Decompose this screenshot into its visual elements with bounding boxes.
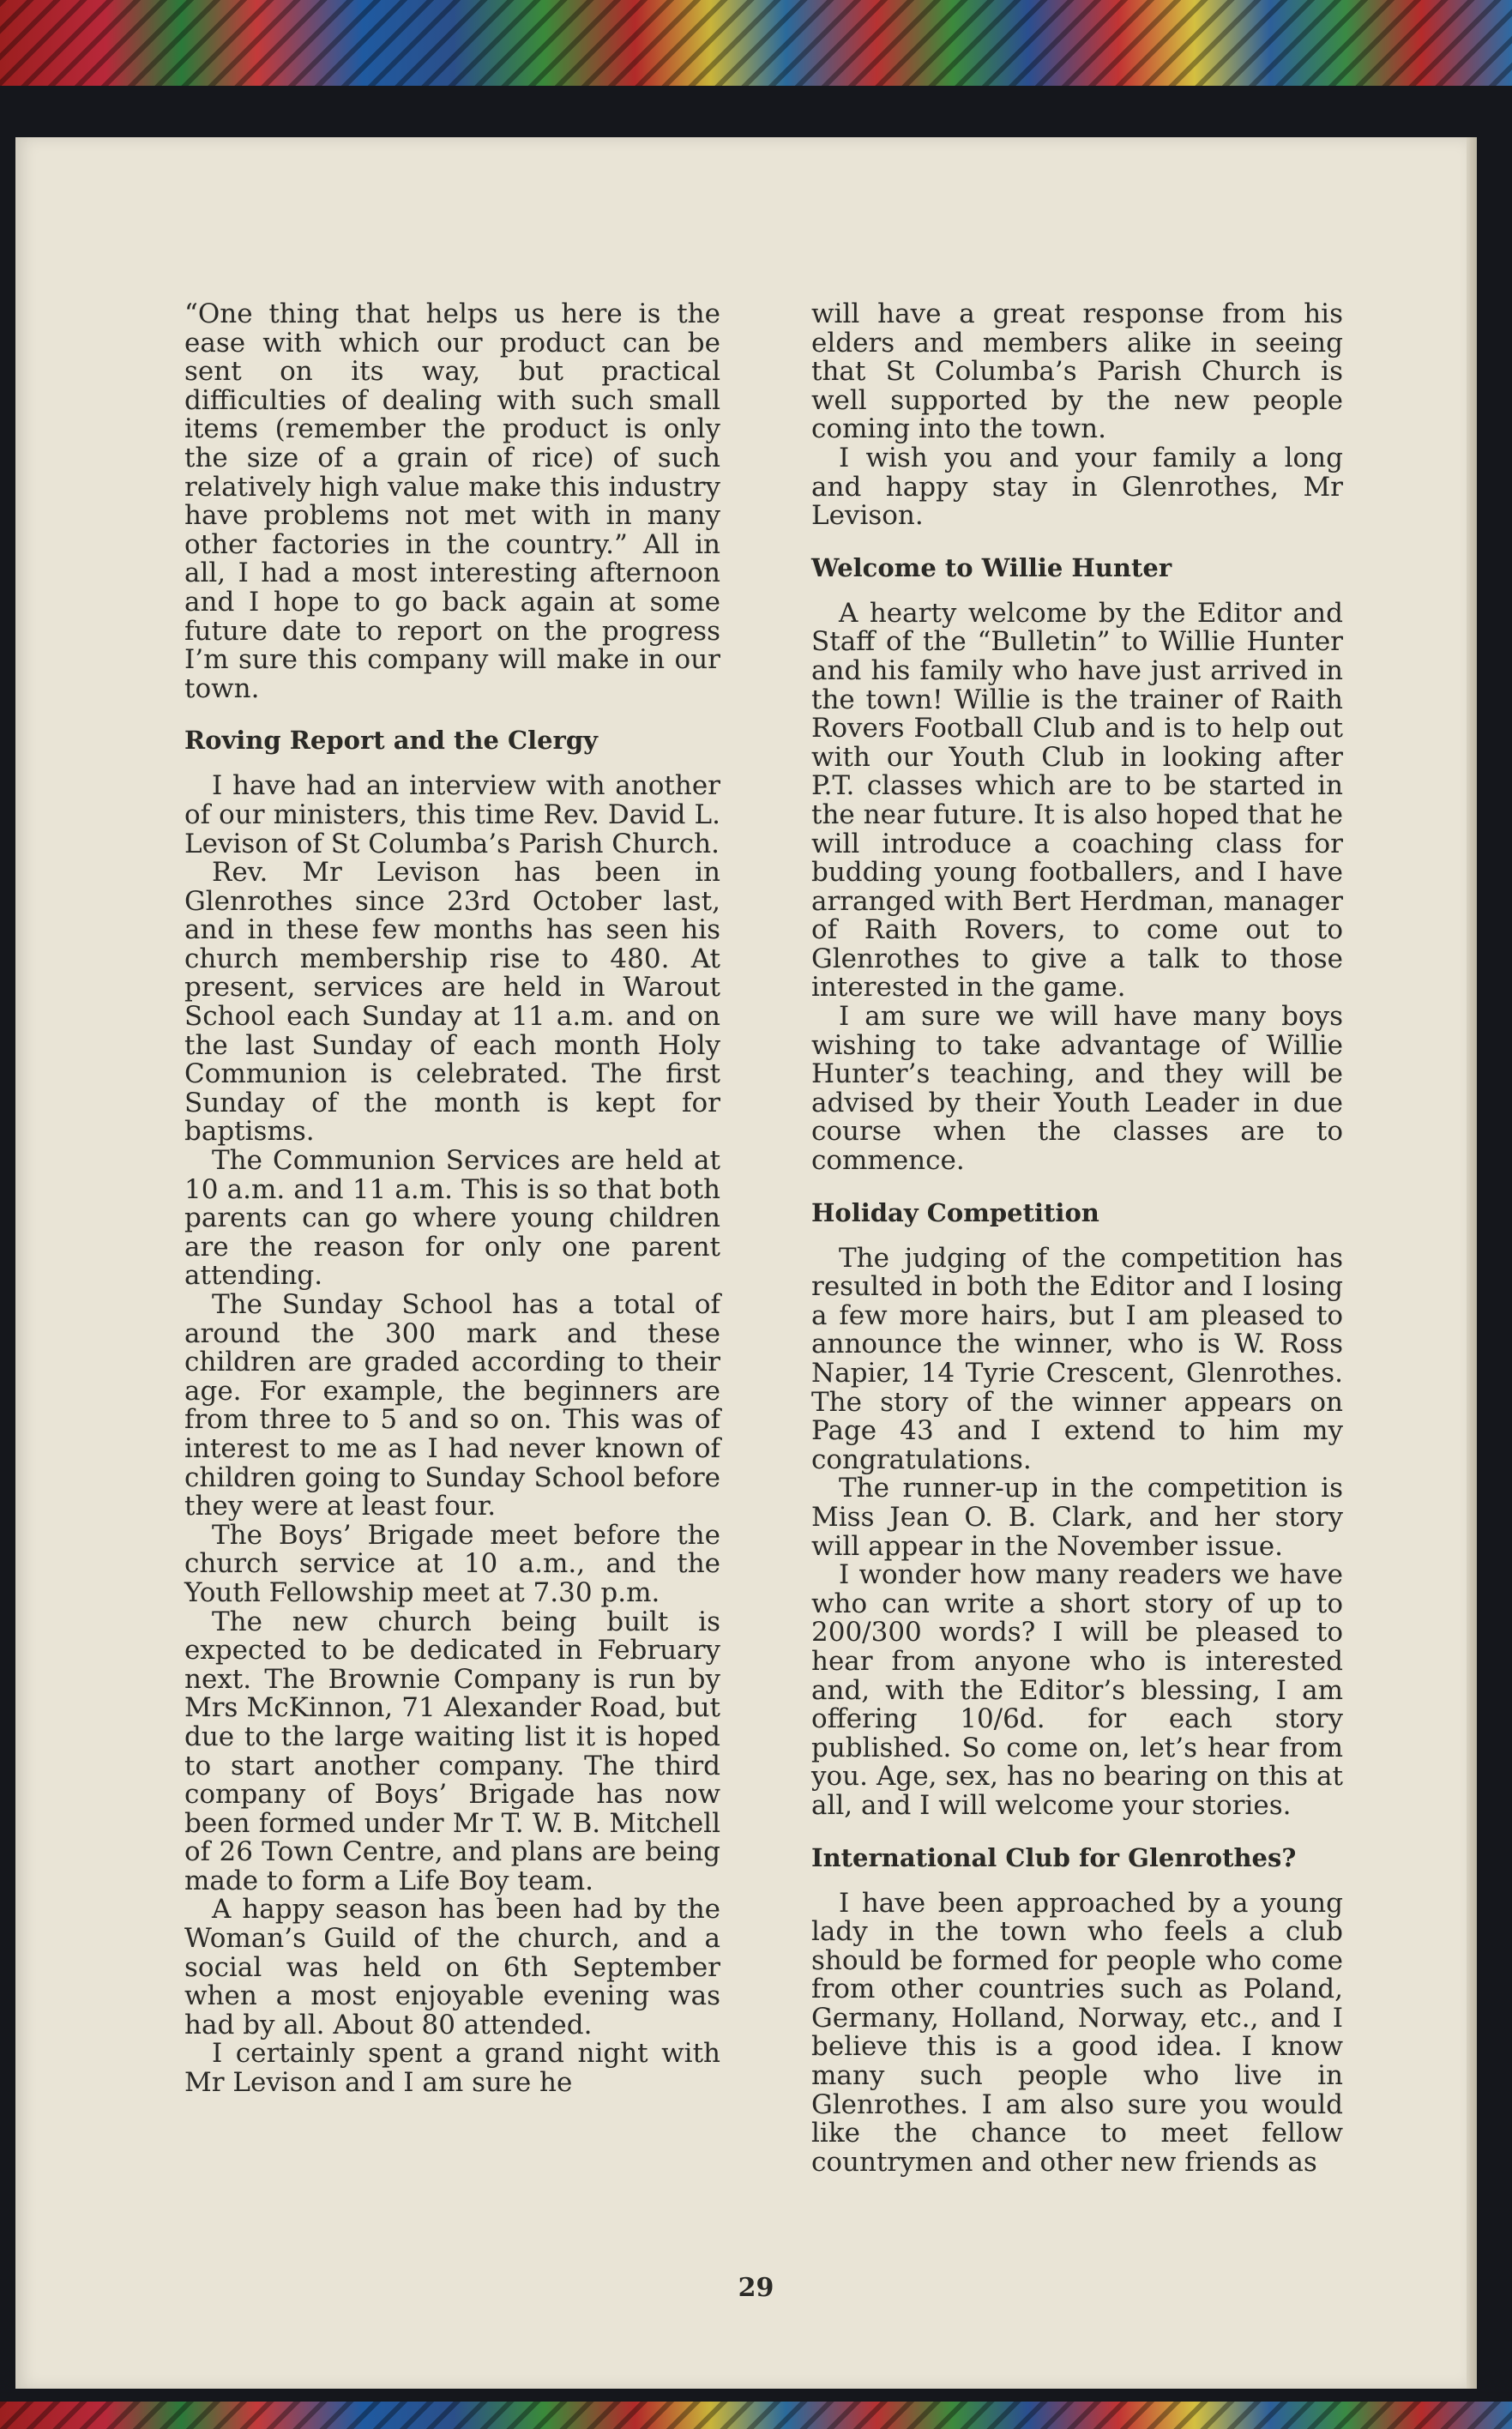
paragraph: “One thing that helps us here is the ease with which our product can be sent on its way, but practical difficulties of dealing with such small items (remember the product is only the size of a grain of rice) of such relatively high value make this industry have problems not met with in many other factories in the country.” All in all, I had a most interesting afternoon and I hope to go back again at some future date to report on the progress I’m sure this company will make in our town. <box>184 298 720 704</box>
paragraph: will have a great response from his elders and members alike in seeing that St Columba’s Parish Church is well supported by the new people coming into the town. <box>811 298 1343 445</box>
section-heading: Holiday Competition <box>811 1197 1099 1227</box>
page-number: 29 <box>738 2273 774 2303</box>
paragraph: I wonder how many readers we have who can write a short story of up to 200/300 words? I will be pleased to hear from anyone who is interested and, with the Editor’s blessing, I am offering 10/6d. for each story published. So come on, let’s hear from you. Age, sex, has no bearing on this at all, and I will welcome your stories. <box>811 1559 1343 1821</box>
paragraph: The judging of the competition has resulted in both the Editor and I losing a few more hairs, but I am pleased to announce the winner, who is W. Ross Napier, 14 Tyrie Crescent, Glenrothes. The story of the winner appears on Page 43 and I extend to him my congratulations. <box>811 1242 1343 1475</box>
section-heading: International Club for Glenrothes? <box>811 1842 1297 1872</box>
paragraph: I certainly spent a grand night with Mr Levison and I am sure he <box>184 2038 720 2099</box>
paragraph: I wish you and your family a long and happy stay in Glenrothes, Mr Levison. <box>811 442 1343 532</box>
paragraph: I have been approached by a young lady in the town who feels a club should be formed for people who come from other countries such as Poland, Germany, Holland, Norway, etc., and I believe this is a good idea. I know many such people who live in Glenrothes. I am also sure you would like the chance to meet fellow countrymen and other new friends as <box>811 1887 1343 2178</box>
paragraph: The runner-up in the competition is Miss Jean O. B. Clark, and her story will appear in the November issue. <box>811 1473 1343 1562</box>
tartan-cover-bottom <box>0 2402 1512 2429</box>
section-heading: Welcome to Willie Hunter <box>811 552 1172 582</box>
paragraph: A hearty welcome by the Editor and Staff of the “Bulletin” to Willie Hunter and his family who have just arrived in the town! Willie is the trainer of Raith Rovers Football Club and is to help out with our Youth Club in looking after P.T. classes which are to be started in the near future. It is also hoped that he will introduce a coaching class for budding young footballers, and I have arranged with Bert Herdman, manager of Raith Rovers, to come out to Glenrothes to give a talk to those interested in the game. <box>811 597 1343 1004</box>
paragraph: The new church being built is expected to be dedicated in February next. The Brownie Company is run by Mrs McKinnon, 71 Alexander Road, but due to the large waiting list it is hoped to start another company. The third company of Boys’ Brigade has now been formed under Mr T. W. B. Mitchell of 26 Town Centre, and plans are being made to form a Life Boy team. <box>184 1606 720 1896</box>
paragraph: The Boys’ Brigade meet before the church service at 10 a.m., and the Youth Fellowship meet at 7.30 p.m. <box>184 1519 720 1608</box>
paragraph: I have had an interview with another of our ministers, this time Rev. David L. Levison of St Columba’s Parish Church. <box>184 770 720 859</box>
paragraph: The Communion Services are held at 10 a.m. and 11 a.m. This is so that both parents can go where young children are the reason for only one parent attending. <box>184 1145 720 1292</box>
paragraph: A happy season has been had by the Woman’s Guild of the church, and a social was held on 6th September when a most enjoyable evening was had by all. About 80 attended. <box>184 1894 720 2040</box>
paragraph: The Sunday School has a total of around the 300 mark and these children are graded according to their age. For example, the beginners are from three to 5 and so on. This was of interest to me as I had never known of children going to Sunday School before they were at least four. <box>184 1289 720 1522</box>
left-column <box>184 300 720 2098</box>
section-heading: Roving Report and the Clergy <box>184 726 598 756</box>
paragraph: I am sure we will have many boys wishing to take advantage of Willie Hunter’s teaching, and they will be advised by their Youth Leader in due course when the classes are to commence. <box>811 1001 1343 1177</box>
right-column <box>811 300 1343 2177</box>
page-edge <box>1467 137 1477 2389</box>
paragraph: Rev. Mr Levison has been in Glenrothes since 23rd October last, and in these few months has seen his church membership rise to 480. At present, services are held in Warout School each Sunday at 11 a.m. and on the last Sunday of each month Holy Communion is celebrated. The first Sunday of the month is kept for baptisms. <box>184 857 720 1148</box>
tartan-cover-top <box>0 0 1512 94</box>
